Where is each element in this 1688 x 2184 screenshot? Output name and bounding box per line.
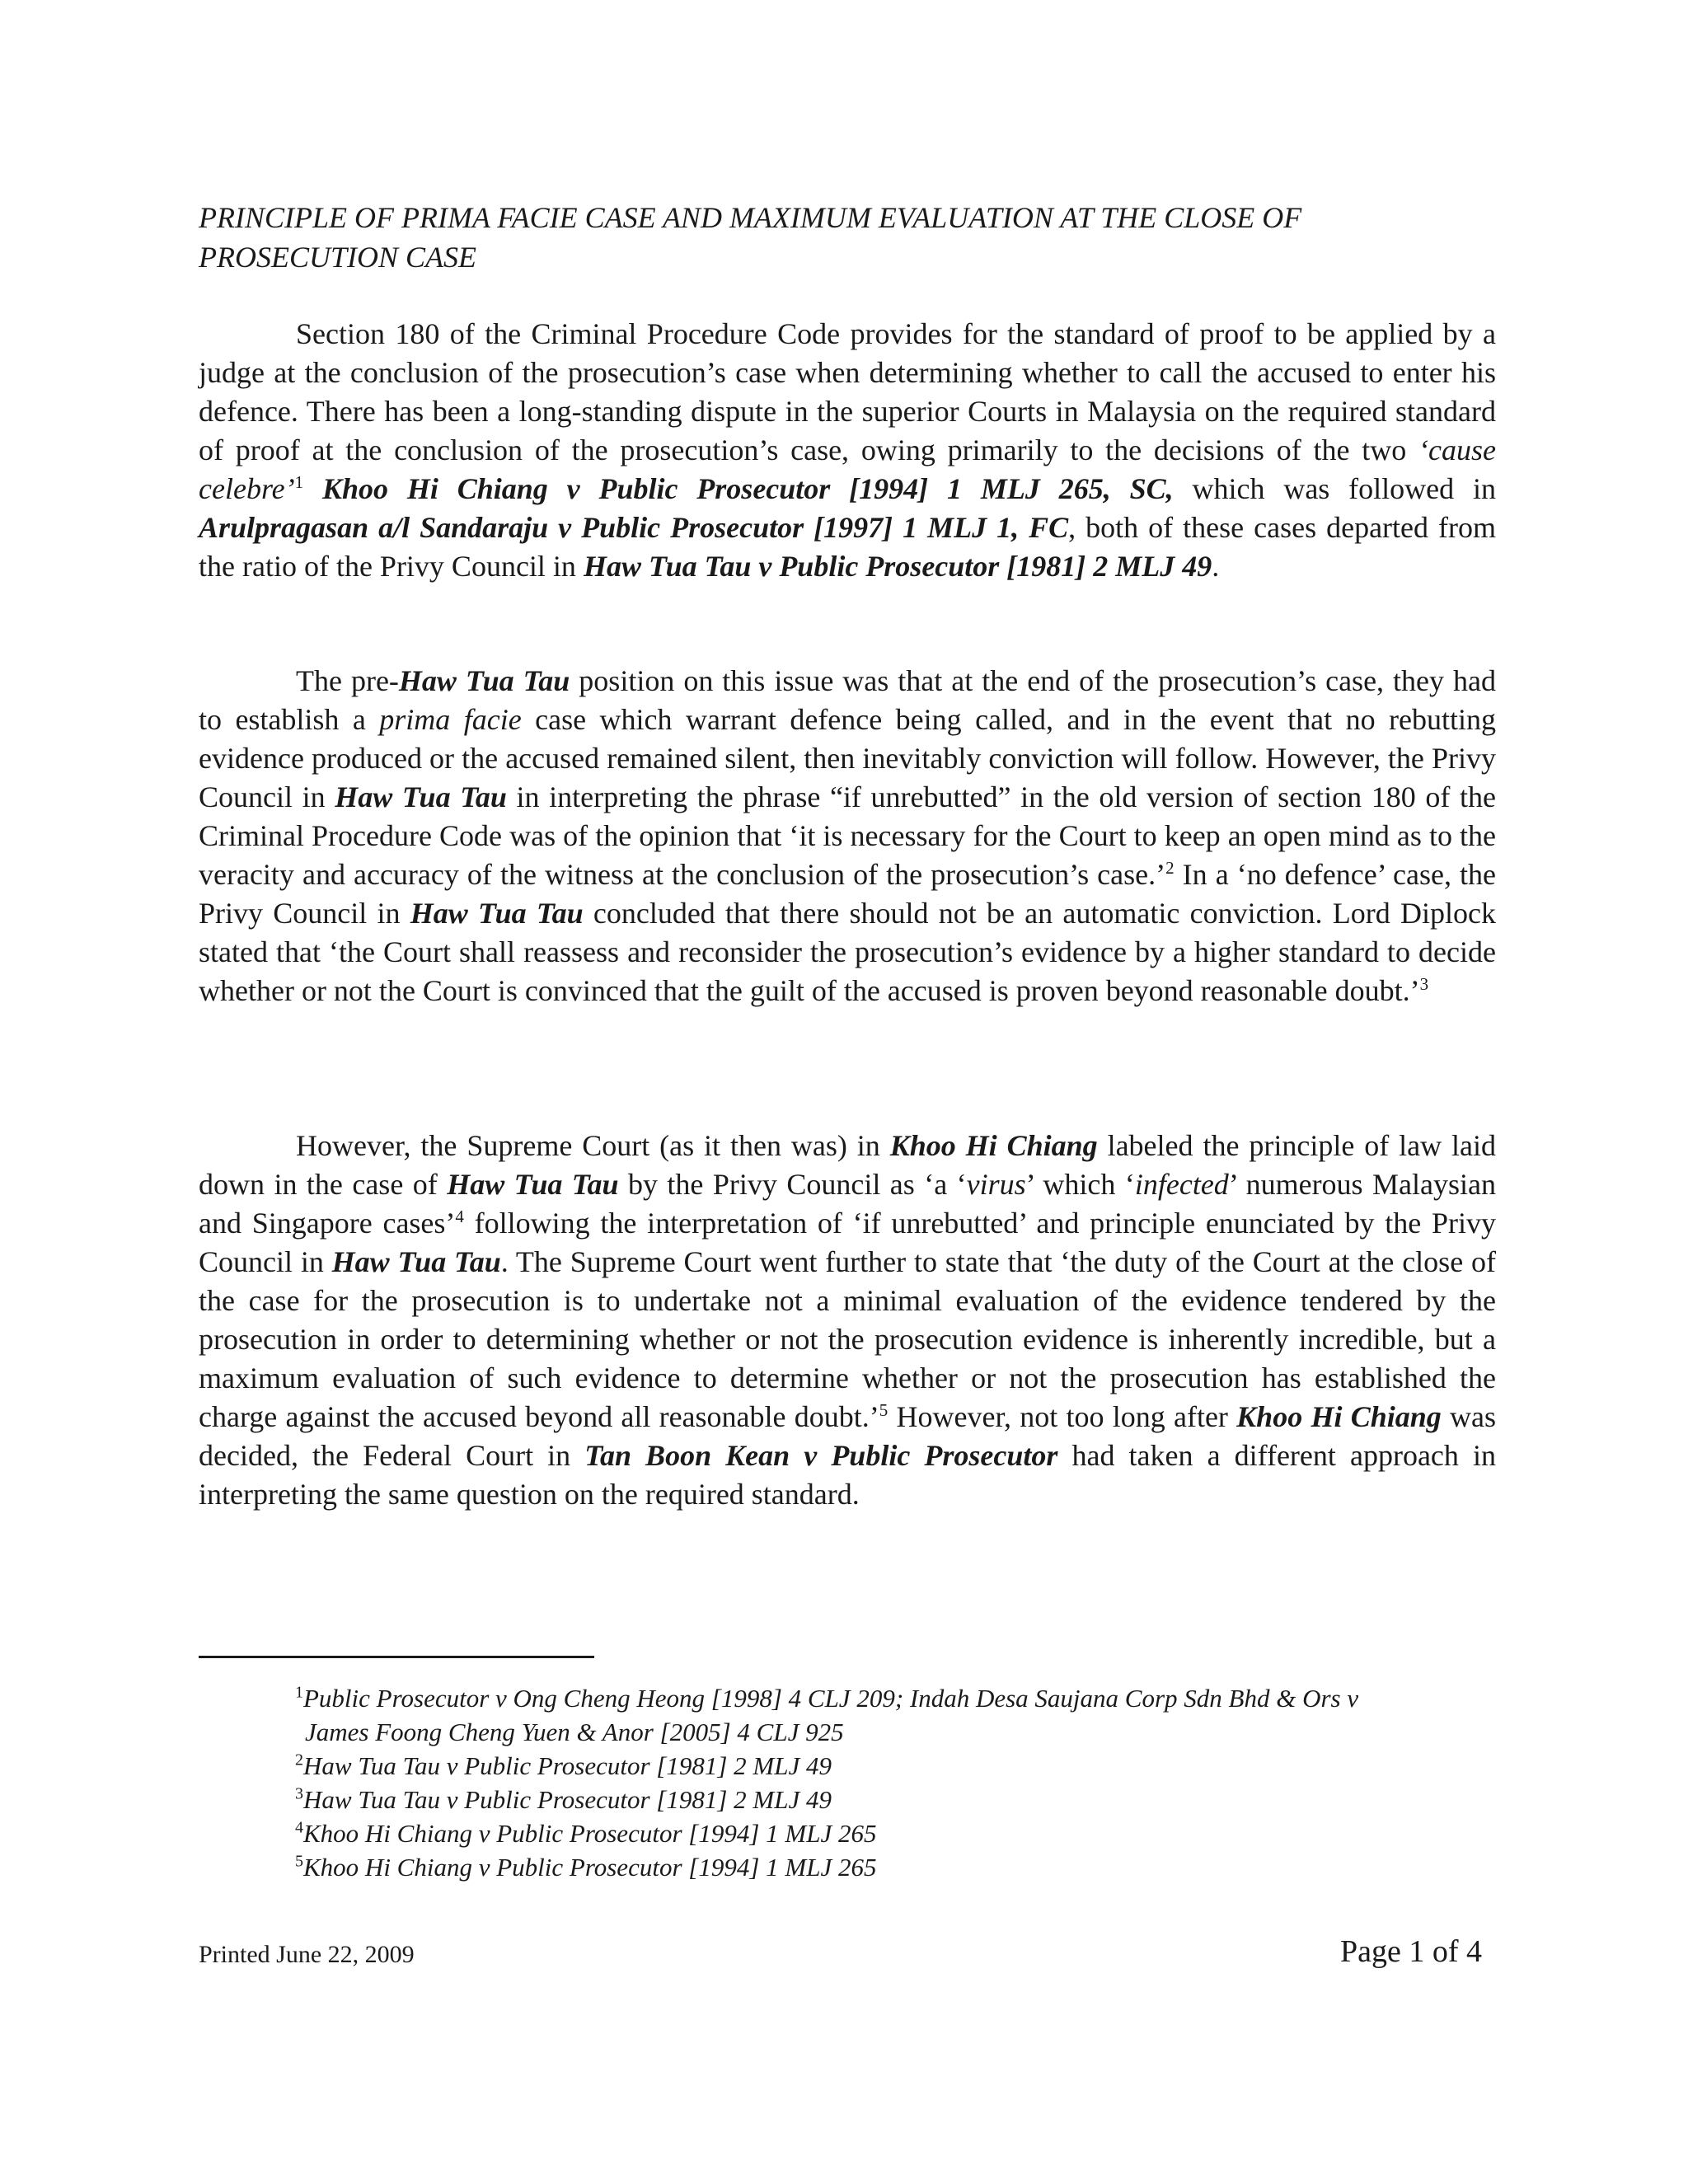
footnote-text: Khoo Hi Chiang v Public Prosecutor [1994] 1 MLJ 265 [303,1819,877,1848]
footnote-ref-1[interactable]: 1 [294,472,304,492]
footnote-text-continued: James Foong Cheng Yuen & Anor [2005] 4 CLJ 925 [305,1718,844,1746]
para2-text-1: The pre- [296,664,399,697]
footnote-1 [295,1681,1498,1749]
para3-text-7: . The Supreme Court went further to state that ‘the duty of the Court at the close of the case for the prosecution is to undertake not a minimal evaluation of the evidence tendered by the prosecution in order to determining whether or not the prosecution evidence is inherently incredible, but a maximum evaluation of such evidence to determine whether or not the prosecution has established the charge against the accused beyond all reasonable doubt.’ [199,1245,1496,1433]
footnote-number: 4 [295,1818,303,1837]
para1-text-3: , both of these cases departed from the ratio of the Privy Council in [199,511,1497,583]
paragraph-1 [199,315,1496,586]
infected-word: infected [1134,1168,1229,1201]
paragraph-2 [199,662,1496,1010]
case-name: Haw Tua Tau v Public Prosecutor [1981] 2 MLJ 49 [583,550,1212,583]
document-title: PRINCIPLE OF PRIMA FACIE CASE AND MAXIMUM EVALUATION AT THE CLOSE OF PROSECUTION CASE [199,201,1302,274]
footnotes [295,1681,1498,1884]
printed-date: Printed June 22, 2009 [199,1941,415,1968]
para3-text-9: was decided, the Federal Court in [199,1400,1496,1472]
footnote-ref-5[interactable]: 5 [879,1400,889,1420]
para3-text-5: ’ numerous Malaysian and Singapore cases’ [199,1168,1496,1240]
case-name: Khoo Hi Chiang v Public Prosecutor [1994] 1 MLJ 265, SC, [303,472,1174,505]
case-name: Khoo Hi Chiang [889,1129,1098,1162]
para3-text-1: However, the Supreme Court (as it then was) in [296,1129,890,1162]
footnote-number: 5 [295,1852,303,1871]
para2-text-5: In a ‘no defence’ case, the Privy Council in [199,858,1497,930]
footnote-5 [295,1850,1498,1884]
para2-text-3: case which warrant defence being called, and in the event that no rebutting evidence produced or the accused remained silent, then inevitably conviction will follow. However, the Privy Council in [199,703,1496,813]
para2-text-2: position on this issue was that at the end of the prosecution’s case, they had to establish a [199,664,1496,736]
case-name: Haw Tua Tau [447,1168,619,1201]
footnote-text: Public Prosecutor v Ong Cheng Heong [1998] 4 CLJ 209; Indah Desa Saujana Corp Sdn Bhd & Ors v [303,1684,1359,1713]
footnote-text: Haw Tua Tau v Public Prosecutor [1981] 2 MLJ 49 [303,1751,832,1780]
para3-text-4: ’ which ‘ [1025,1168,1135,1201]
footnote-ref-2[interactable]: 2 [1165,858,1175,878]
para1-text-2: which was followed in [1173,472,1497,505]
footnote-4 [295,1816,1498,1850]
prima-facie-phrase: prima facie [379,703,522,736]
footnote-number: 2 [295,1750,303,1769]
page-number: Page 1 of 4 [1339,1934,1482,1969]
para1-text-4: . [1212,550,1220,583]
para3-text-10: had taken a different approach in interpreting the same question on the required standard. [199,1439,1496,1511]
footnote-number: 1 [295,1683,303,1702]
paragraph-3 [199,1127,1496,1514]
case-name: Arulpragasan a/l Sandaraju v Public Prosecutor [1997] 1 MLJ 1, FC [199,511,1069,544]
para3-text-3: by the Privy Council as ‘a ‘ [618,1168,967,1201]
footnote-2 [295,1749,1498,1783]
footnote-text: Khoo Hi Chiang v Public Prosecutor [1994] 1 MLJ 265 [303,1853,877,1882]
footnote-ref-3[interactable]: 3 [1419,974,1429,994]
para3-text-6: following the interpretation of ‘if unrebutted’ and principle enunciated by the Privy Council in [199,1207,1497,1278]
para3-text-2: labeled the principle of law laid down in the case of [199,1129,1497,1201]
para2-text-4: in interpreting the phrase “if unrebutted” in the old version of section 180 of the Criminal Procedure Code was of the opinion that ‘it is necessary for the Court to keep an open mind as to the veracity and accuracy of the witness at the conclusion of the prosecution’s case.’ [199,780,1496,891]
footnote-separator [199,1656,594,1658]
case-name: Tan Boon Kean v Public Prosecutor [584,1439,1058,1472]
case-name: Haw Tua Tau [410,897,584,930]
para1-text-1: Section 180 of the Criminal Procedure Code provides for the standard of proof to be applied by a judge at the conclusion of the prosecution’s case when determining whether to call the accused to enter his defence. There has been a long-standing dispute in the superior Courts in Malaysia on the required standard of proof at the conclusion of the prosecution’s case, owing primarily to the decisions of the two [199,317,1496,466]
case-name: Haw Tua Tau [331,1245,501,1278]
case-name: Khoo Hi Chiang [1236,1400,1442,1433]
cause-celebre-phrase: ‘cause celebre’ [199,434,1496,505]
footnote-number: 3 [295,1784,303,1803]
footnote-3 [295,1783,1498,1816]
footnote-ref-4[interactable]: 4 [455,1207,464,1226]
para3-text-8: However, not too long after [888,1400,1237,1433]
case-name: Haw Tua Tau [398,664,570,697]
para2-text-6: concluded that there should not be an automatic conviction. Lord Diplock stated that ‘the Court shall reassess and reconsider the prosecution’s evidence by a higher standard to decide whether or not the Court is convinced that the guilt of the accused is proven beyond reasonable doubt.’ [199,897,1496,1007]
footnote-text: Haw Tua Tau v Public Prosecutor [1981] 2 MLJ 49 [303,1785,832,1814]
virus-word: virus [966,1168,1026,1201]
case-name: Haw Tua Tau [335,780,507,813]
